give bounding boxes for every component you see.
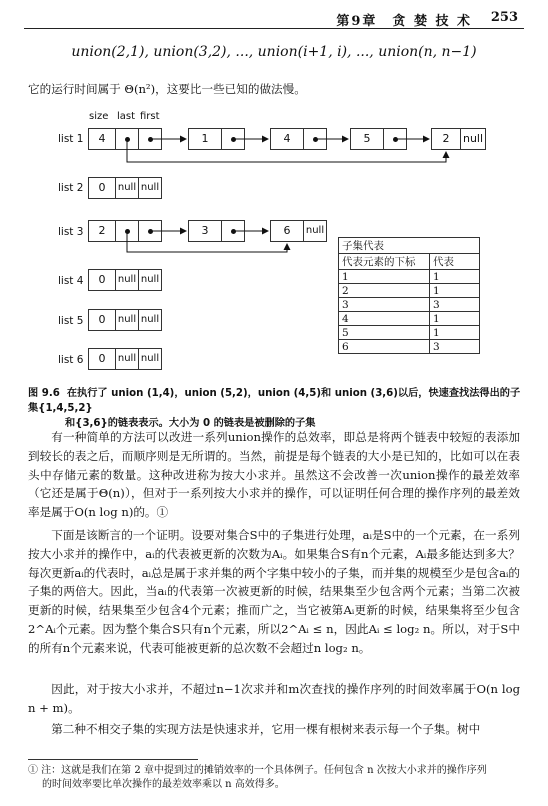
table-cell: 5 — [339, 326, 430, 340]
list-node: 1 — [188, 128, 222, 150]
list-node: 2 — [431, 128, 461, 150]
node-overlay — [188, 128, 222, 150]
list-label: list 5 — [58, 315, 84, 327]
table-cell: 1 — [430, 312, 480, 326]
list-node: 4 — [270, 128, 304, 150]
body-paragraph: 下面是该断言的一个证明。设要对集合S中的子集进行处理，aᵢ是S中的一个元素，在一系列按大小求并的操作中，aᵢ的代表被更新的次数为Aᵢ。如果集合S有n个元素，Aᵢ最多能达到多大？每次更新aᵢ的代表时，aᵢ总是属于求并集的两个字集中较小的子集，而并集的规模至少是包含aᵢ的子集的两倍大。因此，当aᵢ的代表第一次被更新的时候，结果集至少包含两个元素；当第二次被更新的时候，结果集至少包含4个元素；推而广之，当它被第Aᵢ更新的时候，结果集将至少包含2^Aᵢ个元素。因为整个集合S只有n个元素，所以2^Aᵢ ≤ n，因此Aᵢ ≤ log₂ n。所以，对于S中的所有n个元素来说，代表可能被更新的总次数不会超过n log₂ n。 — [28, 528, 520, 655]
list-node: 3 — [188, 220, 222, 242]
null-cell: null — [115, 269, 139, 291]
null-cell: null — [303, 220, 327, 242]
caption-line — [28, 386, 528, 416]
null-cell: null — [115, 177, 139, 199]
list-label: list 1 — [58, 133, 84, 145]
linked-list-diagram — [0, 0, 548, 380]
null-cell: null — [115, 348, 139, 370]
list-size-cell: 0 — [88, 348, 116, 370]
list-label: list 6 — [58, 354, 84, 366]
null-cell: null — [138, 348, 162, 370]
intro-text: 它的运行时间属于 Θ(n²)，这要比一些已知的做法慢。 — [28, 82, 306, 96]
list-size-cell: 4 — [88, 128, 116, 150]
null-cell: null — [460, 128, 486, 150]
table-row — [339, 270, 480, 284]
caption-text: 在执行了 union (1,4)，union (5,2)，union (4,5)和 union (3,6)以后，快速查找法得出的子集{1,4,5,2} — [28, 388, 521, 414]
list-size-cell: 0 — [88, 177, 116, 199]
footnote — [28, 764, 520, 792]
table-cell: 4 — [339, 312, 430, 326]
col-header-first: first — [140, 111, 160, 122]
list-label: list 4 — [58, 275, 84, 287]
table-cell: 3 — [430, 298, 480, 312]
table-cell: 3 — [430, 340, 480, 354]
table-row — [339, 340, 480, 354]
caption-line: 和{3,6}的链表表示。大小为 0 的链表是被删除的子集 — [65, 418, 316, 429]
null-cell: null — [115, 309, 139, 331]
col-header-last: last — [117, 111, 136, 122]
list-label: list 3 — [58, 226, 84, 238]
list-node: 5 — [350, 128, 384, 150]
table-title: 子集代表 — [339, 238, 480, 254]
table-cell: 1 — [339, 270, 430, 284]
table-cell: 6 — [339, 340, 430, 354]
col-header-size: size — [89, 111, 109, 122]
list-size-cell: 0 — [88, 269, 116, 291]
footnote-line: 的时间效率要比单次操作的最差效率乘以 n 高效得多。 — [42, 779, 285, 790]
footnote-rule — [28, 759, 198, 760]
null-cell: null — [138, 309, 162, 331]
subset-representative-table — [338, 237, 480, 354]
list-size-cell: 0 — [88, 309, 116, 331]
table-cell: 1 — [430, 270, 480, 284]
table-row — [339, 284, 480, 298]
table-row — [339, 298, 480, 312]
body-paragraph: 有一种简单的方法可以改进一系列union操作的总效率，即总是将两个链表中较短的表添加到较长的表之后，而顺序则是无所谓的。当然，前提是每个链表的大小是已知的，比如可以在表头中存储元素的数量。这种改进称为按大小求并。虽然这不会改善一次union操作的最差效率（它还是属于Θ(n)），但对于一系列按大小求并的操作，可以证明任何合理的操作序列的最差效率是属于O(n log n)的。① — [28, 430, 520, 520]
chapter-title: 第9章 贪 婪 技 术 — [336, 14, 472, 29]
footnote-line: ① 注：这就是我们在第 2 章中提到过的摊销效率的一个具体例子。任何包含 n 次按大小求并的操作序列 — [28, 765, 487, 776]
formula: union(2,1), union(3,2), ..., union(i+1, i), ..., union(n, n−1) — [71, 44, 477, 60]
table-cell: 2 — [339, 284, 430, 298]
list-node: 6 — [270, 220, 304, 242]
table-cell: 1 — [430, 284, 480, 298]
body-paragraph: 因此，对于按大小求并，不超过n−1次求并和m次查找的操作序列的时间效率属于O(n log n + m)。 — [28, 682, 520, 715]
table-row — [339, 312, 480, 326]
table-header: 代表元素的下标 — [339, 254, 430, 270]
null-cell: null — [138, 269, 162, 291]
table-cell: 3 — [339, 298, 430, 312]
list-label: list 2 — [58, 182, 84, 194]
null-cell: null — [138, 177, 162, 199]
figure-caption — [28, 386, 528, 431]
arrow — [127, 231, 287, 252]
arrow — [127, 139, 446, 162]
table-row — [339, 326, 480, 340]
body-paragraph: 第二种不相交子集的实现方法是快速求并，它用一棵有根树来表示每一个子集。树中 — [51, 722, 481, 736]
table-cell: 1 — [430, 326, 480, 340]
figure-label: 图 9.6 — [28, 388, 60, 399]
list-size-cell: 2 — [88, 220, 116, 242]
table-header: 代表 — [430, 254, 480, 270]
page-number: 253 — [490, 10, 518, 25]
